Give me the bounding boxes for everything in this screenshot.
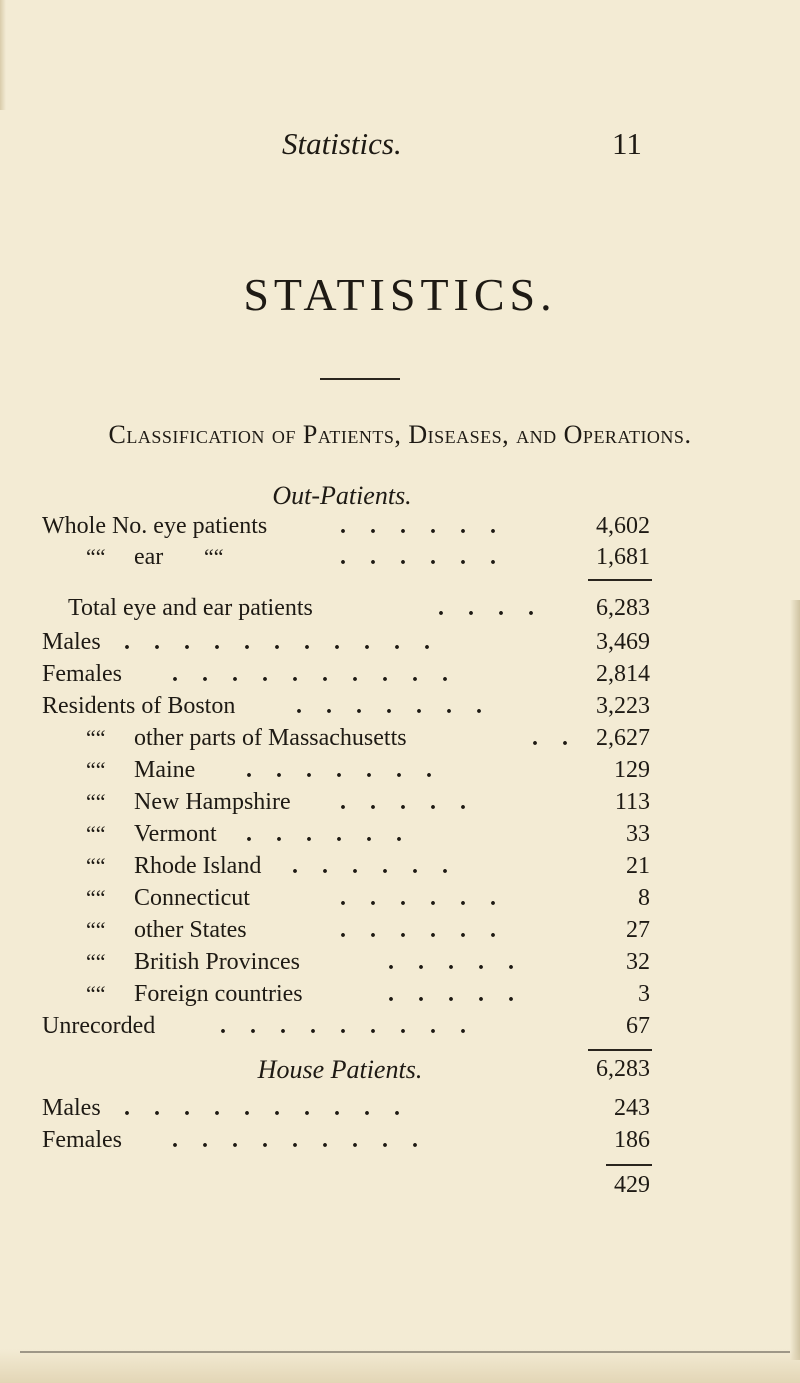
ditto-mark: ““ — [204, 544, 224, 569]
ditto-mark: ““ — [86, 917, 106, 942]
row-value: 3,223 — [596, 693, 650, 719]
row-value: 186 — [614, 1127, 650, 1153]
section-heading: Classification of Patients, Diseases, and Operations. — [108, 420, 692, 449]
house-patients-total: 429 — [614, 1172, 650, 1198]
row-value: 4,602 — [596, 513, 650, 539]
row-label: other States — [134, 917, 247, 943]
row-value: 27 — [626, 917, 650, 943]
table-row — [0, 821, 800, 855]
table-row — [0, 513, 800, 547]
row-value: 129 — [614, 757, 650, 783]
row-value: 6,283 — [596, 595, 650, 621]
table-row — [0, 789, 800, 823]
row-value: 3 — [638, 981, 650, 1007]
ditto-mark: ““ — [86, 981, 106, 1006]
table-row — [0, 1013, 800, 1047]
row-leader-dots: . . . . . . . . . — [220, 1013, 466, 1039]
row-leader-dots: . . . . . — [388, 949, 514, 975]
ditto-mark: ““ — [86, 949, 106, 974]
sum-rule — [606, 1164, 652, 1166]
table-row — [0, 981, 800, 1015]
row-label: Rhode Island — [134, 853, 262, 879]
row-value: 8 — [638, 885, 650, 911]
house-patients-heading: House Patients. — [257, 1055, 423, 1084]
sum-rule — [588, 579, 652, 581]
page-edge-line-bottom — [20, 1351, 790, 1353]
row-label: Maine — [134, 757, 196, 783]
row-label: Females — [42, 1127, 122, 1153]
page-number: 11 — [612, 126, 642, 161]
row-value: 32 — [626, 949, 650, 975]
running-head-title: Statistics. — [282, 126, 402, 161]
row-label: Unrecorded — [42, 1013, 156, 1039]
row-leader-dots: . . . . . . . . . . — [172, 661, 448, 687]
row-value: 67 — [626, 1013, 650, 1039]
row-leader-dots: . . . . . . . — [296, 693, 482, 719]
row-leader-dots: . . . . . . — [340, 513, 496, 539]
ditto-mark: ““ — [86, 821, 106, 846]
table-row — [0, 757, 800, 791]
page-title: STATISTICS. — [243, 269, 557, 320]
row-value: 243 — [614, 1095, 650, 1121]
row-leader-dots: . . . . . . . . . . . — [124, 629, 430, 655]
running-head — [0, 124, 800, 164]
row-label: Foreign countries — [134, 981, 303, 1007]
row-value: 3,469 — [596, 629, 650, 655]
row-leader-dots: . . . . . . . . . — [172, 1127, 418, 1153]
sum-rule — [588, 1049, 652, 1051]
table-row — [0, 1095, 800, 1129]
row-label: Residents of Boston — [42, 693, 236, 719]
row-leader-dots: . . . . . . — [292, 853, 448, 879]
row-label: other parts of Massachusetts — [134, 725, 407, 751]
table-row — [0, 885, 800, 919]
row-value: 2,627 — [596, 725, 650, 751]
row-value: 2,814 — [596, 661, 650, 687]
page-edge-shadow-left — [0, 0, 6, 110]
row-label: Males — [42, 629, 101, 655]
table-row — [0, 544, 800, 578]
row-leader-dots: . . . . . . — [340, 544, 496, 570]
table-row — [0, 725, 800, 759]
row-leader-dots: . . . . . — [340, 789, 466, 815]
ditto-mark: ““ — [86, 789, 106, 814]
out-patients-total: 6,283 — [596, 1056, 650, 1082]
table-row — [0, 853, 800, 887]
ditto-mark: ““ — [86, 885, 106, 910]
row-leader-dots: . . . . . . — [340, 885, 496, 911]
row-label: Vermont — [134, 821, 217, 847]
row-leader-dots: . . . . . . . — [246, 757, 432, 783]
row-label: Connecticut — [134, 885, 250, 911]
table-row — [0, 917, 800, 951]
row-leader-dots: . . . . . . — [340, 917, 496, 943]
page-edge-shadow-bottom — [0, 1349, 800, 1383]
out-patients-heading: Out-Patients. — [272, 481, 412, 510]
row-label: New Hampshire — [134, 789, 291, 815]
ditto-mark: ““ — [86, 544, 106, 569]
table-row — [0, 595, 800, 629]
row-leader-dots: . . . . . — [388, 981, 514, 1007]
ditto-mark: ““ — [86, 725, 106, 750]
row-value: 33 — [626, 821, 650, 847]
row-leader-dots: . . . . — [438, 595, 534, 621]
row-value: 21 — [626, 853, 650, 879]
table-row — [0, 949, 800, 983]
table-row — [0, 693, 800, 727]
row-value: 113 — [614, 789, 650, 815]
row-leader-dots: . . — [532, 725, 568, 751]
ditto-mark: ““ — [86, 757, 106, 782]
table-row — [0, 629, 800, 663]
row-leader-dots: . . . . . . — [246, 821, 402, 847]
table-row — [0, 1127, 800, 1161]
row-label: Females — [42, 661, 122, 687]
row-label: Males — [42, 1095, 101, 1121]
row-value: 1,681 — [596, 544, 650, 570]
row-label: British Provinces — [134, 949, 300, 975]
row-label: ear — [134, 544, 164, 570]
table-row — [0, 661, 800, 695]
ditto-mark: ““ — [86, 853, 106, 878]
row-leader-dots: . . . . . . . . . . — [124, 1095, 400, 1121]
title-rule — [320, 378, 400, 380]
row-label: Total eye and ear patients — [68, 595, 313, 621]
row-label: Whole No. eye patients — [42, 513, 268, 539]
